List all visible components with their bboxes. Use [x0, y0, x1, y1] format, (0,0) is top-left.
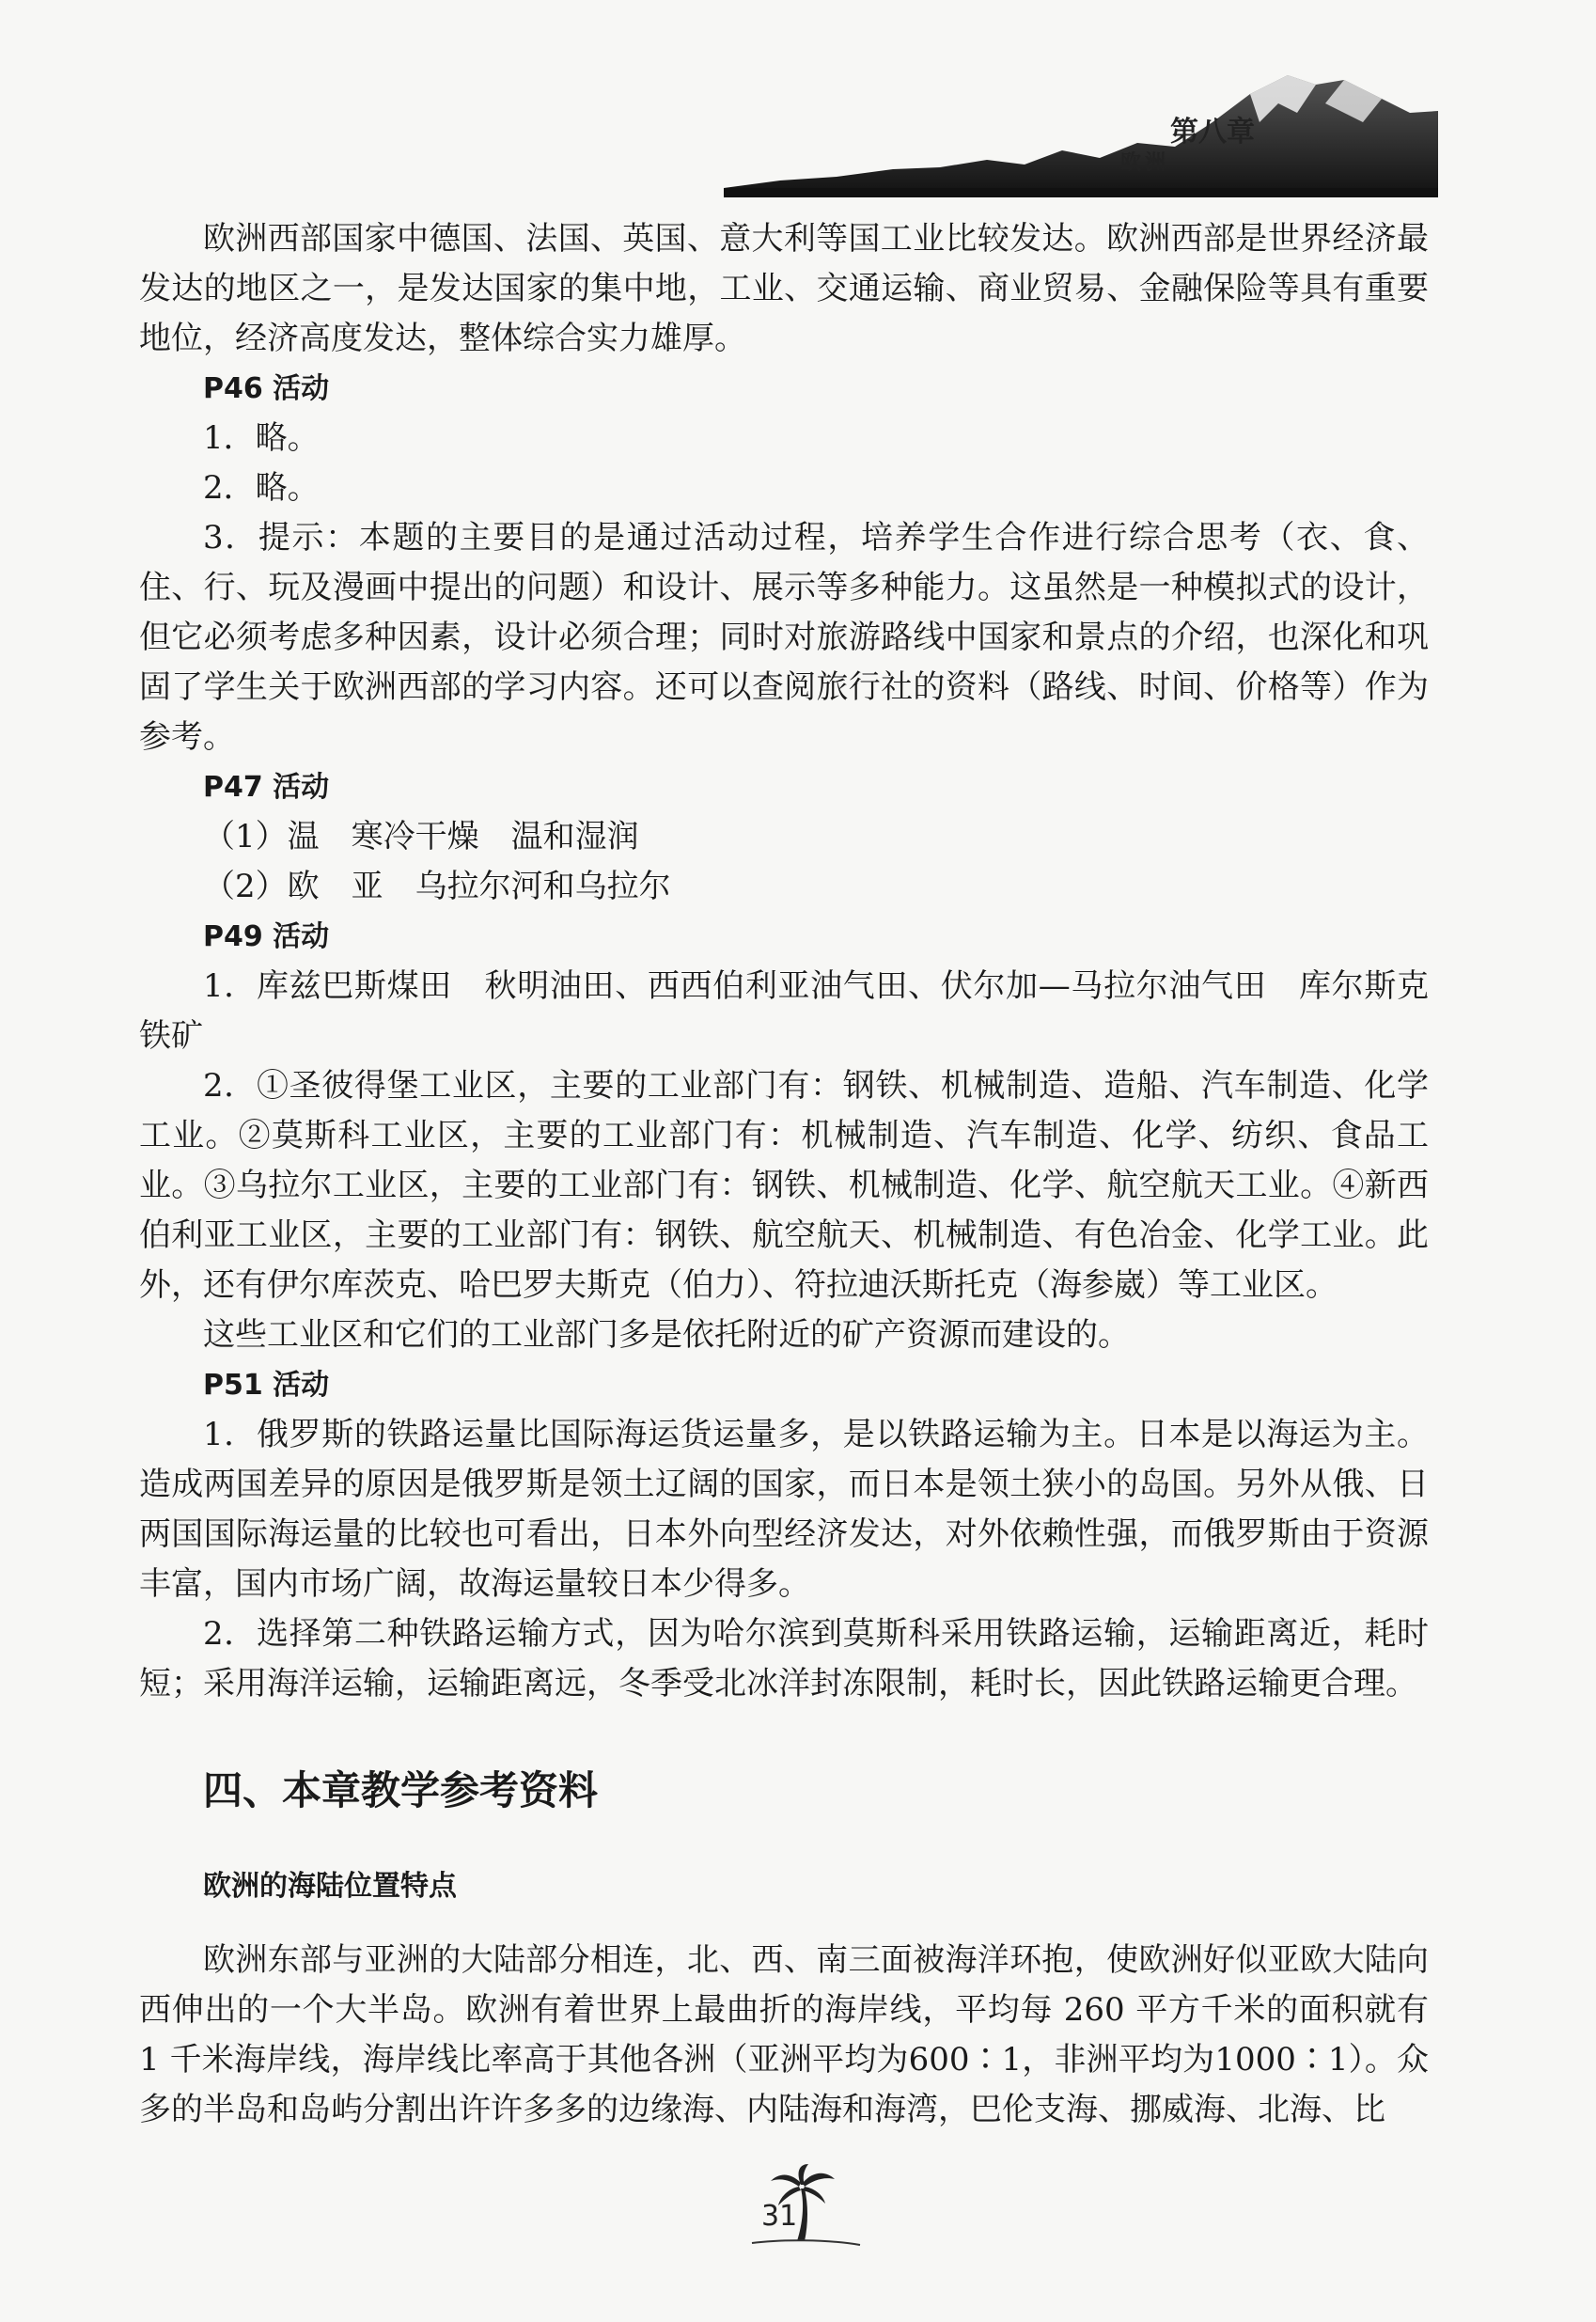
- activity-heading: P51 活动: [203, 1369, 330, 1402]
- answer-item: 3．提示：本题的主要目的是通过活动过程，培养学生合作进行综合思考（衣、食、住、行、玩及漫画中提出的问题）和设计、展示等多种能力。这虽然是一种模拟式的设计，但它必须考虑多种因素，设计必须合理；同时对旅游路线中国家和景点的介绍，也深化和巩固了学生关于欧洲西部的学习内容。还可以查阅旅行社的资料（路线、时间、价格等）作为参考。: [139, 519, 1429, 756]
- page-footer: [743, 2162, 865, 2256]
- paragraph: 欧洲西部国家中德国、法国、英国、意大利等国工业比较发达。欧洲西部是世界经济最发达的地区之一，是发达国家的集中地，工业、交通运输、商业贸易、金融保险等具有重要地位，经济高度发达，整体综合实力雄厚。: [139, 220, 1429, 357]
- activity-heading: P46 活动: [203, 372, 330, 405]
- chapter-subtitle: 欧洲: [1120, 151, 1170, 175]
- answer-item: 1．略。: [203, 419, 320, 457]
- answer-item: 2．①圣彼得堡工业区，主要的工业部门有：钢铁、机械制造、造船、汽车制造、化学工业。②莫斯科工业区，主要的工业部门有：机械制造、汽车制造、化学、纺织、食品工业。③乌拉尔工业区，主要的工业部门有：钢铁、机械制造、化学、航空航天工业。④新西伯利亚工业区，主要的工业部门有：钢铁、航空航天、机械制造、有色冶金、化学工业。此外，还有伊尔库茨克、哈巴罗夫斯克（伯力）、符拉迪沃斯托克（海参崴）等工业区。: [139, 1067, 1429, 1304]
- chapter-header: [724, 56, 1438, 197]
- mountain-landscape-icon: [724, 56, 1438, 197]
- section-subtitle: 欧洲的海陆位置特点: [203, 1870, 457, 1903]
- answer-item: （2）欧 亚 乌拉尔河和乌拉尔: [203, 868, 671, 905]
- chapter-title: 第八章: [1170, 116, 1255, 149]
- paragraph: 欧洲东部与亚洲的大陆部分相连，北、西、南三面被海洋环抱，使欧洲好似亚欧大陆向西伸出的一个大半岛。欧洲有着世界上最曲折的海岸线，平均每 260 平方千米的面积就有 1 千米海岸线，海岸线比率高于其他各洲（亚洲平均为600∶1，非洲平均为1000∶1）。众多的半岛和岛屿分割出许许多多的边缘海、内陆海和海湾，巴伦支海、挪威海、北海、比: [139, 1941, 1429, 2128]
- activity-heading: P49 活动: [203, 920, 330, 953]
- answer-item: 1．库兹巴斯煤田 秋明油田、西西伯利亚油气田、伏尔加—马拉尔油气田 库尔斯克铁矿: [139, 967, 1429, 1055]
- page-number: 31: [761, 2200, 798, 2233]
- answer-item: 2．选择第二种铁路运输方式，因为哈尔滨到莫斯科采用铁路运输，运输距离近，耗时短；采用海洋运输，运输距离远，冬季受北冰洋封冻限制，耗时长，因此铁路运输更合理。: [139, 1615, 1429, 1702]
- answer-item: 1．俄罗斯的铁路运量比国际海运货运量多，是以铁路运输为主。日本是以海运为主。造成两国差异的原因是俄罗斯是领土辽阔的国家，而日本是领土狭小的岛国。另外从俄、日两国国际海运量的比较也可看出，日本外向型经济发达，对外依赖性强，而俄罗斯由于资源丰富，国内市场广阔，故海运量较日本少得多。: [139, 1416, 1429, 1603]
- section-title: 四、本章教学参考资料: [203, 1767, 599, 1813]
- answer-item: 2．略。: [203, 469, 320, 507]
- page-content: [139, 214, 1429, 2135]
- answer-item: 这些工业区和它们的工业部门多是依托附近的矿产资源而建设的。: [203, 1316, 1130, 1354]
- activity-heading: P47 活动: [203, 771, 330, 804]
- answer-item: （1）温 寒冷干燥 温和湿润: [203, 818, 639, 855]
